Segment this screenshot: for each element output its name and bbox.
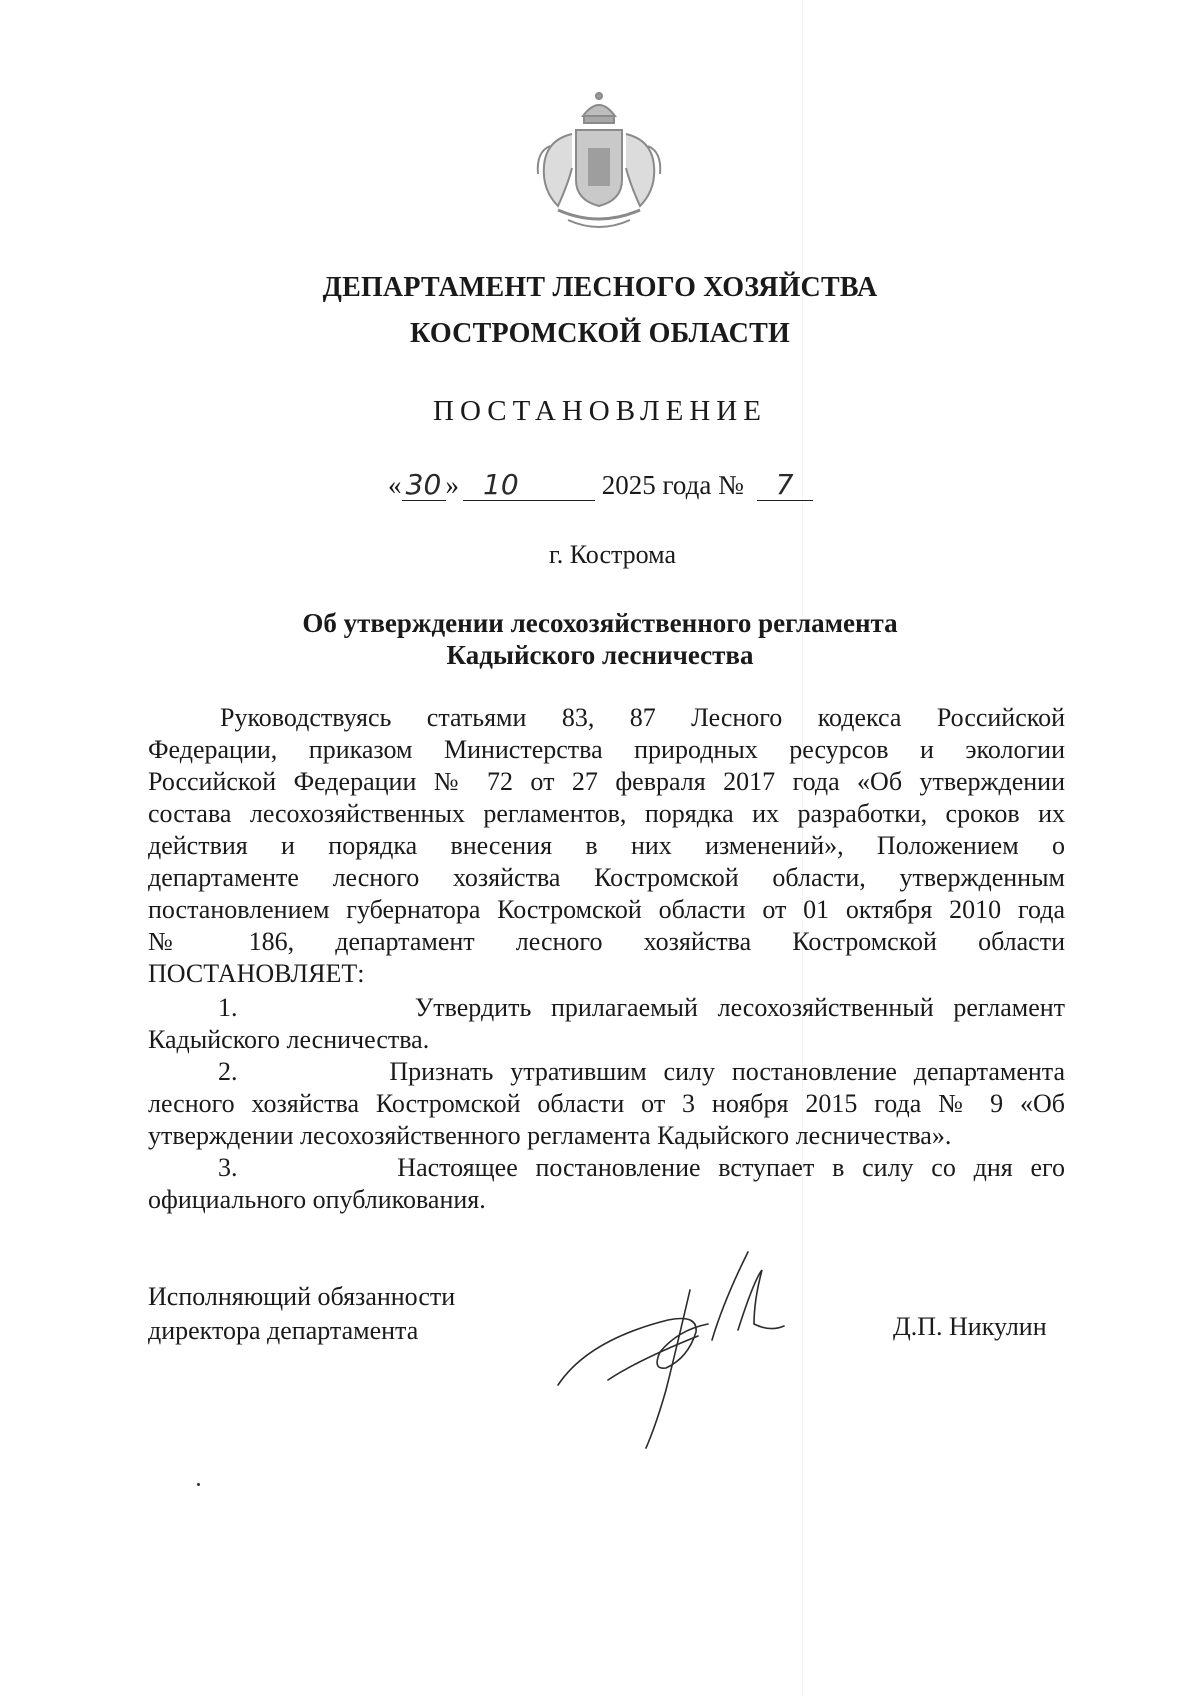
item-3-first-line: [148, 1152, 1065, 1184]
preamble-line: Руководствуясь статьями 83, 87 Лесного кодекса Российской: [220, 703, 1065, 732]
open-quote: «: [388, 470, 402, 500]
subject-line2: Кадыйского лесничества: [446, 640, 754, 670]
document-type-title: ПОСТАНОВЛЕНИЕ: [433, 395, 767, 427]
signatory-title-line1: Исполняющий обязанности: [148, 1282, 456, 1311]
item-2-line: лесного хозяйства Костромской области от 3 ноября 2015 года № 9 «Об: [148, 1089, 1065, 1118]
subject-line1: Об утверждении лесохозяйственного регламента: [302, 608, 898, 638]
item-3-line: официального опубликования.: [148, 1185, 486, 1214]
item-text: Настоящее постановление вступает в силу со дня его: [397, 1153, 1066, 1182]
item-2-first-line: [148, 1056, 1065, 1088]
preamble-line: постановлением губернатора Костромской области от 01 октября 2010 года: [148, 895, 1065, 924]
item-number: 1.: [218, 993, 238, 1022]
preamble-line: действия и порядка внесения в них изменений», Положением о: [148, 831, 1065, 860]
decree-number: 7: [757, 470, 813, 501]
signatory-name: Д.П. Никулин: [893, 1312, 1047, 1341]
date-year-text: 2025 года №: [601, 470, 744, 500]
preamble-line: Федерации, приказом Министерства природных ресурсов и экологии: [148, 735, 1065, 764]
preamble-line: Российской Федерации № 72 от 27 февраля 2017 года «Об утверждении: [148, 767, 1065, 796]
city: г. Кострома: [549, 540, 676, 569]
close-quote: »: [445, 470, 459, 500]
item-2-line: утверждении лесохозяйственного регламента Кадыйского лесничества».: [148, 1121, 952, 1150]
date-and-number-line: [388, 470, 813, 501]
preamble-paragraph: [148, 702, 1065, 990]
handwritten-signature: [548, 1240, 808, 1450]
preamble-line: ПОСТАНОВЛЯЕТ:: [148, 959, 365, 988]
item-1-line: Кадыйского лесничества.: [148, 1025, 430, 1054]
date-month: 10: [463, 470, 595, 501]
signatory-title-line2: директора департамента: [148, 1316, 419, 1345]
item-text: Признать утратившим силу постановление департамента: [389, 1057, 1066, 1086]
signatory-title: [148, 1280, 455, 1348]
item-1-first-line: [148, 992, 1065, 1024]
department-name-line1: ДЕПАРТАМЕНТ ЛЕСНОГО ХОЗЯЙСТВА: [322, 272, 878, 303]
department-name-line2: КОСТРОМСКОЙ ОБЛАСТИ: [410, 318, 790, 349]
preamble-line: департаменте лесного хозяйства Костромской области, утвержденным: [148, 863, 1065, 892]
coat-of-arms-icon: [528, 88, 670, 238]
item-text: Утвердить прилагаемый лесохозяйственный регламент: [414, 993, 1066, 1022]
decree-items: [148, 992, 1065, 1216]
item-number: 3.: [218, 1153, 238, 1182]
preamble-line: состава лесохозяйственных регламентов, порядка их разработки, сроков их: [148, 799, 1065, 828]
scan-speck: [197, 1483, 200, 1486]
item-number: 2.: [218, 1057, 238, 1086]
preamble-line: № 186, департамент лесного хозяйства Костромской области: [148, 927, 1065, 956]
date-day: 30: [402, 470, 446, 501]
